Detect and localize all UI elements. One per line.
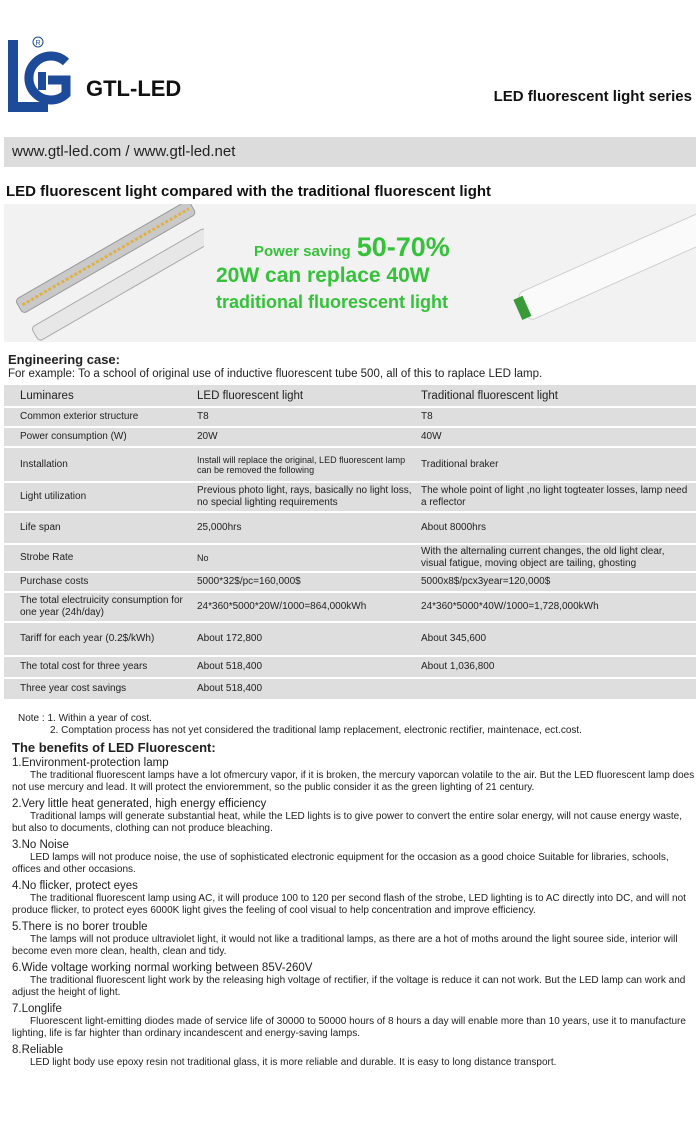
table-row (4, 407, 696, 427)
benefit-title: 5.There is no borer trouble (12, 921, 148, 933)
traditional-text: traditional fluorescent light (216, 292, 449, 312)
table-row (4, 592, 696, 622)
led-tubes-illustration (4, 204, 204, 342)
engineering-title: Engineering case: (8, 352, 120, 367)
table-cell: 40W (417, 427, 696, 447)
list-item (12, 1044, 696, 1069)
benefit-body: The traditional fluorescent lamps have a lot ofmercury vapor, if it is broken, the mercury vaporcan volatile to the air. But the LED fluorescent lamp does not use mercury and lead. It will protect the envioremment, so the public consider it as the green lighting of 21 century. (12, 770, 695, 793)
table-header-cell: LED fluorescent light (193, 385, 417, 407)
table-row (4, 447, 696, 482)
list-item (12, 839, 696, 875)
table-cell: 5000*32$/pc=160,000$ (193, 572, 417, 592)
benefit-title: 6.Wide voltage working normal working between 85V-260V (12, 962, 313, 974)
table-header-cell: Traditional fluorescent light (417, 385, 696, 407)
list-item (12, 798, 696, 834)
comparison-table (4, 385, 696, 701)
benefit-title: 3.No Noise (12, 839, 69, 851)
note-line: Note : 1. Within a year of cost. (18, 713, 152, 724)
benefits-title: The benefits of LED Fluorescent: (12, 740, 216, 755)
benefit-body: The lamps will not produce ultraviolet light, it would not like a traditional lamps, as there are a hot of moths around the light souree side, interior will become even more clean, health, clean and tidy. (12, 934, 678, 957)
table-row (4, 512, 696, 544)
table-cell: About 518,400 (193, 656, 417, 678)
table-header-cell: Luminares (4, 385, 193, 407)
table-row (4, 572, 696, 592)
table-cell: 24*360*5000*20W/1000=864,000kWh (193, 592, 417, 622)
table-cell: About 8000hrs (417, 512, 696, 544)
gtl-logo (8, 36, 80, 118)
table-row (4, 427, 696, 447)
table-cell: Common exterior structure (4, 407, 193, 427)
benefit-body: The traditional fluorescent light work by the releasing high voltage of rectifier, if the voltage is reduce it can not work. But the LED lamp can work and adjust the height of light. (12, 975, 686, 998)
list-item (12, 880, 696, 916)
table-cell: Strobe Rate (4, 544, 193, 572)
table-cell: 24*360*5000*40W/1000=1,728,000kWh (417, 592, 696, 622)
benefit-title: 7.Longlife (12, 1003, 62, 1015)
table-cell: The total cost for three years (4, 656, 193, 678)
power-saving-text (254, 232, 450, 263)
table-cell: Tariff for each year (0.2$/kWh) (4, 622, 193, 656)
table-cell: About 518,400 (193, 678, 417, 700)
table-row (4, 656, 696, 678)
table-cell: The total electruicity consumption for one year (24h/day) (4, 592, 193, 622)
table-row (4, 622, 696, 656)
table-row (4, 544, 696, 572)
engineering-text: For example: To a school of original use of inductive fluorescent tube 500, all of this to raplace LED lamp. (8, 368, 543, 380)
table-cell: T8 (193, 407, 417, 427)
table-cell: Power consumption (W) (4, 427, 193, 447)
power-saving-value: 50-70% (356, 232, 450, 262)
table-cell: Life span (4, 512, 193, 544)
list-item (12, 757, 696, 793)
list-item (12, 962, 696, 998)
table-cell: About 345,600 (417, 622, 696, 656)
table-cell: About 1,036,800 (417, 656, 696, 678)
table-row (4, 678, 696, 700)
benefit-body: Fluorescent light-emitting diodes made of service life of 30000 to 50000 hours of 8 hours a day will enable more than 10 years, use it to manufacture lighting, life is far highter than ordinary incandescent and energy-saving lamps. (12, 1016, 686, 1039)
benefit-body: LED light body use epoxy resin not traditional glass, it is more reliable and durable. It is easy to long distance transport. (30, 1057, 557, 1068)
table-cell: Traditional braker (417, 447, 696, 482)
fluorescent-tube-illustration (496, 204, 696, 342)
table-cell: Installation (4, 447, 193, 482)
table-cell: The whole point of light ,no light togteater losses, lamp need a reflector (417, 482, 696, 512)
benefit-title: 8.Reliable (12, 1044, 64, 1056)
table-cell: Light utilization (4, 482, 193, 512)
benefit-title: 1.Environment-protection lamp (12, 757, 169, 769)
table-cell: Purchase costs (4, 572, 193, 592)
power-saving-label: Power saving (254, 243, 351, 260)
series-title: LED fluorescent light series (493, 88, 692, 105)
table-cell: Install will replace the original, LED fluorescent lamp can be removed the following (193, 447, 417, 482)
table-header-row (4, 385, 696, 407)
svg-text:R: R (35, 40, 41, 47)
website-bar (4, 137, 696, 167)
table-cell: 25,000hrs (193, 512, 417, 544)
table-cell: Three year cost savings (4, 678, 193, 700)
list-item (12, 1003, 696, 1039)
replace-text: 20W can replace 40W (216, 264, 430, 287)
list-item (12, 921, 696, 957)
benefit-title: 2.Very little heat generated, high energy efficiency (12, 798, 267, 810)
table-cell: T8 (417, 407, 696, 427)
note-line: 2. Comptation process has not yet considered the traditional lamp replacement, electronic rectifier, maintenace, ect.cost. (50, 725, 582, 736)
table-cell: With the alternaling current changes, the old light clear, visual fatigue, moving object are tailing, ghosting (417, 544, 696, 572)
table-cell: 5000x8$/pcx3year=120,000$ (417, 572, 696, 592)
table-cell: About 172,800 (193, 622, 417, 656)
benefit-body: The traditional fluorescent lamp using AC, it will produce 100 to 120 per second flash of the strobe, LED lighting is to AC directly into DC, and will not produce flicker, to protect eyes 6000K light gives the feeling of cool visual to help concentration and improve efficiency. (12, 893, 686, 916)
table-row (4, 482, 696, 512)
benefit-title: 4.No flicker, protect eyes (12, 880, 138, 892)
benefit-body: LED lamps will not produce noise, the use of sophisticated electronic equipment for the occasion as a good choice Suitable for libraries, schools, offices and other occasions. (12, 852, 669, 875)
brand-name: GTL-LED (86, 76, 182, 101)
website-urls[interactable]: www.gtl-led.com / www.gtl-led.net (12, 143, 236, 160)
comparison-headline: LED fluorescent light compared with the traditional fluorescent light (6, 183, 492, 200)
benefits-list (12, 757, 696, 1074)
table-cell: No (193, 544, 417, 572)
table-cell: Previous photo light, rays, basically no light loss, no special lighting requirements (193, 482, 417, 512)
table-cell (417, 678, 696, 700)
product-banner (4, 204, 696, 342)
notes (18, 713, 582, 737)
benefit-body: Traditional lamps will generate substantial heat, while the LED lights is to give power to convert the entire solar energy, will not cause energy waste, but also to documents, clothing can not produce bleaching. (12, 811, 683, 834)
table-cell: 20W (193, 427, 417, 447)
